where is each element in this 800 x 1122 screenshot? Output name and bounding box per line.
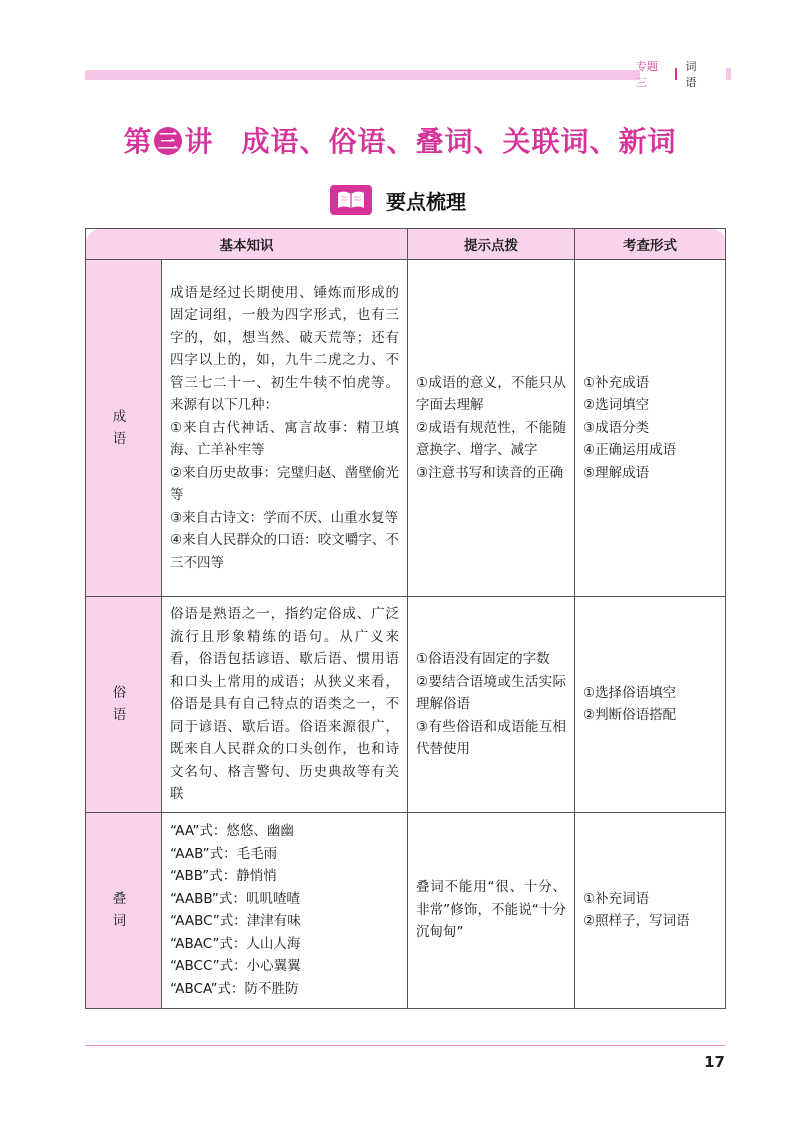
knowledge-line: “ABB”式：静悄悄 [170, 868, 277, 884]
form-line: ②照样子，写词语 [583, 913, 690, 929]
key-points-table [85, 228, 725, 1009]
footer-rule [85, 1045, 725, 1046]
row-tips [408, 260, 575, 597]
row-category: 成语 [86, 260, 162, 597]
knowledge-line: “ABCC”式：小心翼翼 [170, 958, 301, 974]
header-divider [675, 68, 678, 80]
title-text: 成语、俗语、叠词、关联词、新词 [241, 125, 677, 158]
header-basic-knowledge: 基本知识 [86, 229, 408, 260]
lesson-title [0, 120, 800, 160]
knowledge-line: “AABC”式：津津有味 [170, 913, 301, 929]
title-number-badge: 三 [154, 127, 182, 155]
header-tail-decor [726, 68, 731, 80]
form-line: ②判断俗语搭配 [583, 707, 677, 724]
knowledge-line: ④来自人民群众的口语：咬文嚼字、不三不四等 [170, 532, 399, 571]
title-prefix: 第 [123, 125, 153, 158]
table-row [86, 260, 726, 597]
knowledge-line: 成语是经过长期使用、锤炼而形成的固定词组，一般为四字形式，也有三字的，如，想当然、破天荒等；还有四字以上的，如，九牛二虎之力、不管三七二十一、初生牛犊不怕虎等。来源有以下几种： [170, 284, 399, 414]
page-number: 17 [704, 1053, 725, 1071]
row-knowledge [162, 260, 408, 597]
row-tips [408, 597, 575, 813]
row-knowledge [162, 812, 408, 1008]
knowledge-line: “ABAC”式：人山人海 [170, 935, 301, 952]
form-line: ⑤理解成语 [583, 464, 650, 481]
knowledge-line: “AAB”式：毛毛雨 [170, 845, 278, 862]
row-tips [408, 812, 575, 1008]
form-line: ②选词填空 [583, 397, 650, 414]
row-forms [575, 812, 726, 1008]
title-suffix: 讲 [184, 125, 214, 158]
table-row [86, 597, 726, 813]
knowledge-line: “ABCA”式：防不胜防 [170, 980, 299, 997]
tip-line: ③有些俗语和成语能互相代替使用 [416, 718, 566, 757]
row-category: 俗语 [86, 597, 162, 813]
row-knowledge [162, 597, 408, 813]
tip-line: ②要结合语境或生活实际理解俗语 [416, 673, 566, 712]
tip-line: ①成语的意义，不能只从字面去理解 [416, 374, 566, 414]
header-section: 专题三 [636, 60, 658, 89]
form-line: ①补充成语 [583, 374, 650, 391]
table-row [86, 812, 726, 1008]
section-label: 要点梳理 [386, 189, 466, 214]
form-line: ①选择俗语填空 [583, 684, 677, 701]
tip-line: ②成语有规范性，不能随意换字、增字、减字 [416, 419, 566, 459]
knowledge-line: 俗语是熟语之一，指约定俗成、广泛流行且形象精练的语句。从广义来看，俗语包括谚语、歇后语、惯用语和口头上常用的成语；从狭义来看，俗语是具有自己特点的语类之一，不同于谚语、歇后语。俗语来源很广，既来自人民群众的口头创作，也和诗文名句、格言警句、历史典故等有关联 [170, 606, 399, 802]
open-book-icon [330, 185, 372, 215]
form-line: ④正确运用成语 [583, 442, 677, 459]
tip-line: 叠词不能用“很、十分、非常”修饰，不能说“十分沉甸甸” [416, 879, 566, 941]
row-category: 叠词 [86, 812, 162, 1008]
tip-line: ③注意书写和读音的正确 [416, 464, 564, 481]
knowledge-line: ②来自历史故事：完璧归赵、凿壁偷光等 [170, 464, 399, 504]
running-header [636, 60, 731, 89]
tip-line: ①俗语没有固定的字数 [416, 651, 550, 667]
row-forms [575, 597, 726, 813]
row-forms [575, 260, 726, 597]
form-line: ①补充词语 [583, 890, 650, 907]
section-heading [330, 183, 466, 217]
knowledge-line: ①来自古代神话、寓言故事：精卫填海、亡羊补牢等 [170, 419, 399, 459]
knowledge-line: ③来自古诗文：学而不厌、山重水复等 [170, 509, 399, 526]
knowledge-line: “AABB”式：叽叽喳喳 [170, 890, 300, 907]
header-forms: 考查形式 [575, 229, 726, 260]
header-decor-bar [85, 70, 640, 80]
table-header-row [86, 229, 726, 260]
form-line: ③成语分类 [583, 419, 650, 436]
header-tips: 提示点拨 [408, 229, 575, 260]
knowledge-line: “AA”式：悠悠、幽幽 [170, 823, 294, 839]
header-subject: 词 语 [685, 60, 701, 89]
